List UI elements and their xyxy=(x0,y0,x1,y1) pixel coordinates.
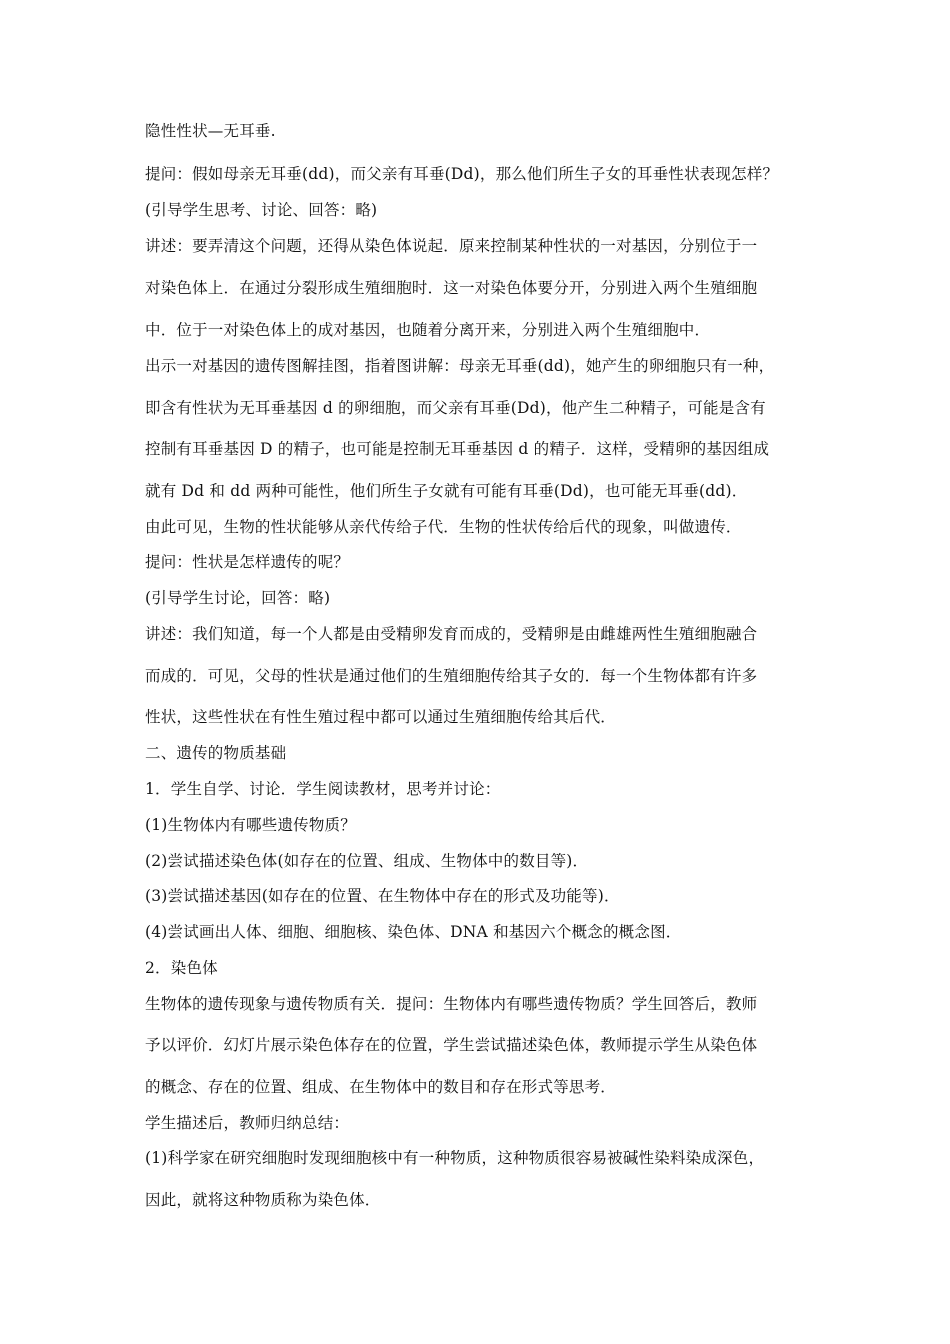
text-line: (2)尝试描述染色体(如存在的位置、组成、生物体中的数目等)． xyxy=(145,852,589,870)
text-line: 出示一对基因的遗传图解挂图，指着图讲解：母亲无耳垂(dd)，她产生的卵细胞只有一种， xyxy=(145,357,775,375)
text-line: 予以评价．幻灯片展示染色体存在的位置，学生尝试描述染色体，教师提示学生从染色体 xyxy=(145,1036,758,1054)
text-line: 性状，这些性状在有性生殖过程中都可以通过生殖细胞传给其后代． xyxy=(145,708,617,726)
text-line: 的概念、存在的位置、组成、在生物体中的数目和存在形式等思考． xyxy=(145,1078,617,1096)
text-line: 学生描述后，教师归纳总结： xyxy=(145,1114,350,1132)
text-line: 因此，就将这种物质称为染色体． xyxy=(145,1191,381,1209)
subsection-heading: 2．染色体 xyxy=(145,959,218,977)
text-line: (4)尝试画出人体、细胞、细胞核、染色体、DNA 和基因六个概念的概念图． xyxy=(145,923,682,941)
text-line: 1．学生自学、讨论．学生阅读教材，思考并讨论： xyxy=(145,780,501,798)
text-line: 即含有性状为无耳垂基因 d 的卵细胞，而父亲有耳垂(Dd)，他产生二种精子，可能是含有 xyxy=(145,399,766,417)
text-line: (1)科学家在研究细胞时发现细胞核中有一种物质，这种物质很容易被碱性染料染成深色， xyxy=(145,1149,765,1167)
text-line: (引导学生讨论，回答：略) xyxy=(145,589,331,607)
text-line: 控制有耳垂基因 D 的精子，也可能是控制无耳垂基因 d 的精子．这样，受精卵的基因组成 xyxy=(145,440,770,458)
text-line: 讲述：要弄清这个问题，还得从染色体说起．原来控制某种性状的一对基因，分别位于一 xyxy=(145,237,758,255)
text-line: 中．位于一对染色体上的成对基因，也随着分离开来，分别进入两个生殖细胞中． xyxy=(145,321,711,339)
text-line: 提问：性状是怎样遗传的呢？ xyxy=(145,553,350,571)
text-line: (3)尝试描述基因(如存在的位置、在生物体中存在的形式及功能等)． xyxy=(145,887,620,905)
text-line: 生物体的遗传现象与遗传物质有关．提问：生物体内有哪些遗传物质？学生回答后，教师 xyxy=(145,995,758,1013)
text-line: 隐性性状—无耳垂. xyxy=(145,122,276,140)
text-line: (引导学生思考、讨论、回答：略) xyxy=(145,201,378,219)
text-line: 由此可见，生物的性状能够从亲代传给子代．生物的性状传给后代的现象，叫做遗传． xyxy=(145,518,742,536)
section-heading: 二、遗传的物质基础 xyxy=(145,744,287,762)
text-line: 提问：假如母亲无耳垂(dd)，而父亲有耳垂(Dd)，那么他们所生子女的耳垂性状表现怎样？ xyxy=(145,165,779,183)
text-line: 讲述：我们知道，每一个人都是由受精卵发育而成的，受精卵是由雌雄两性生殖细胞融合 xyxy=(145,625,758,643)
text-line: 对染色体上．在通过分裂形成生殖细胞时．这一对染色体要分开，分别进入两个生殖细胞 xyxy=(145,279,758,297)
text-line: 而成的．可见，父母的性状是通过他们的生殖细胞传给其子女的．每一个生物体都有许多 xyxy=(145,667,758,685)
text-line: 就有 Dd 和 dd 两种可能性，他们所生子女就有可能有耳垂(Dd)，也可能无耳垂(dd)． xyxy=(145,482,748,500)
text-line: (1)生物体内有哪些遗传物质？ xyxy=(145,816,356,834)
